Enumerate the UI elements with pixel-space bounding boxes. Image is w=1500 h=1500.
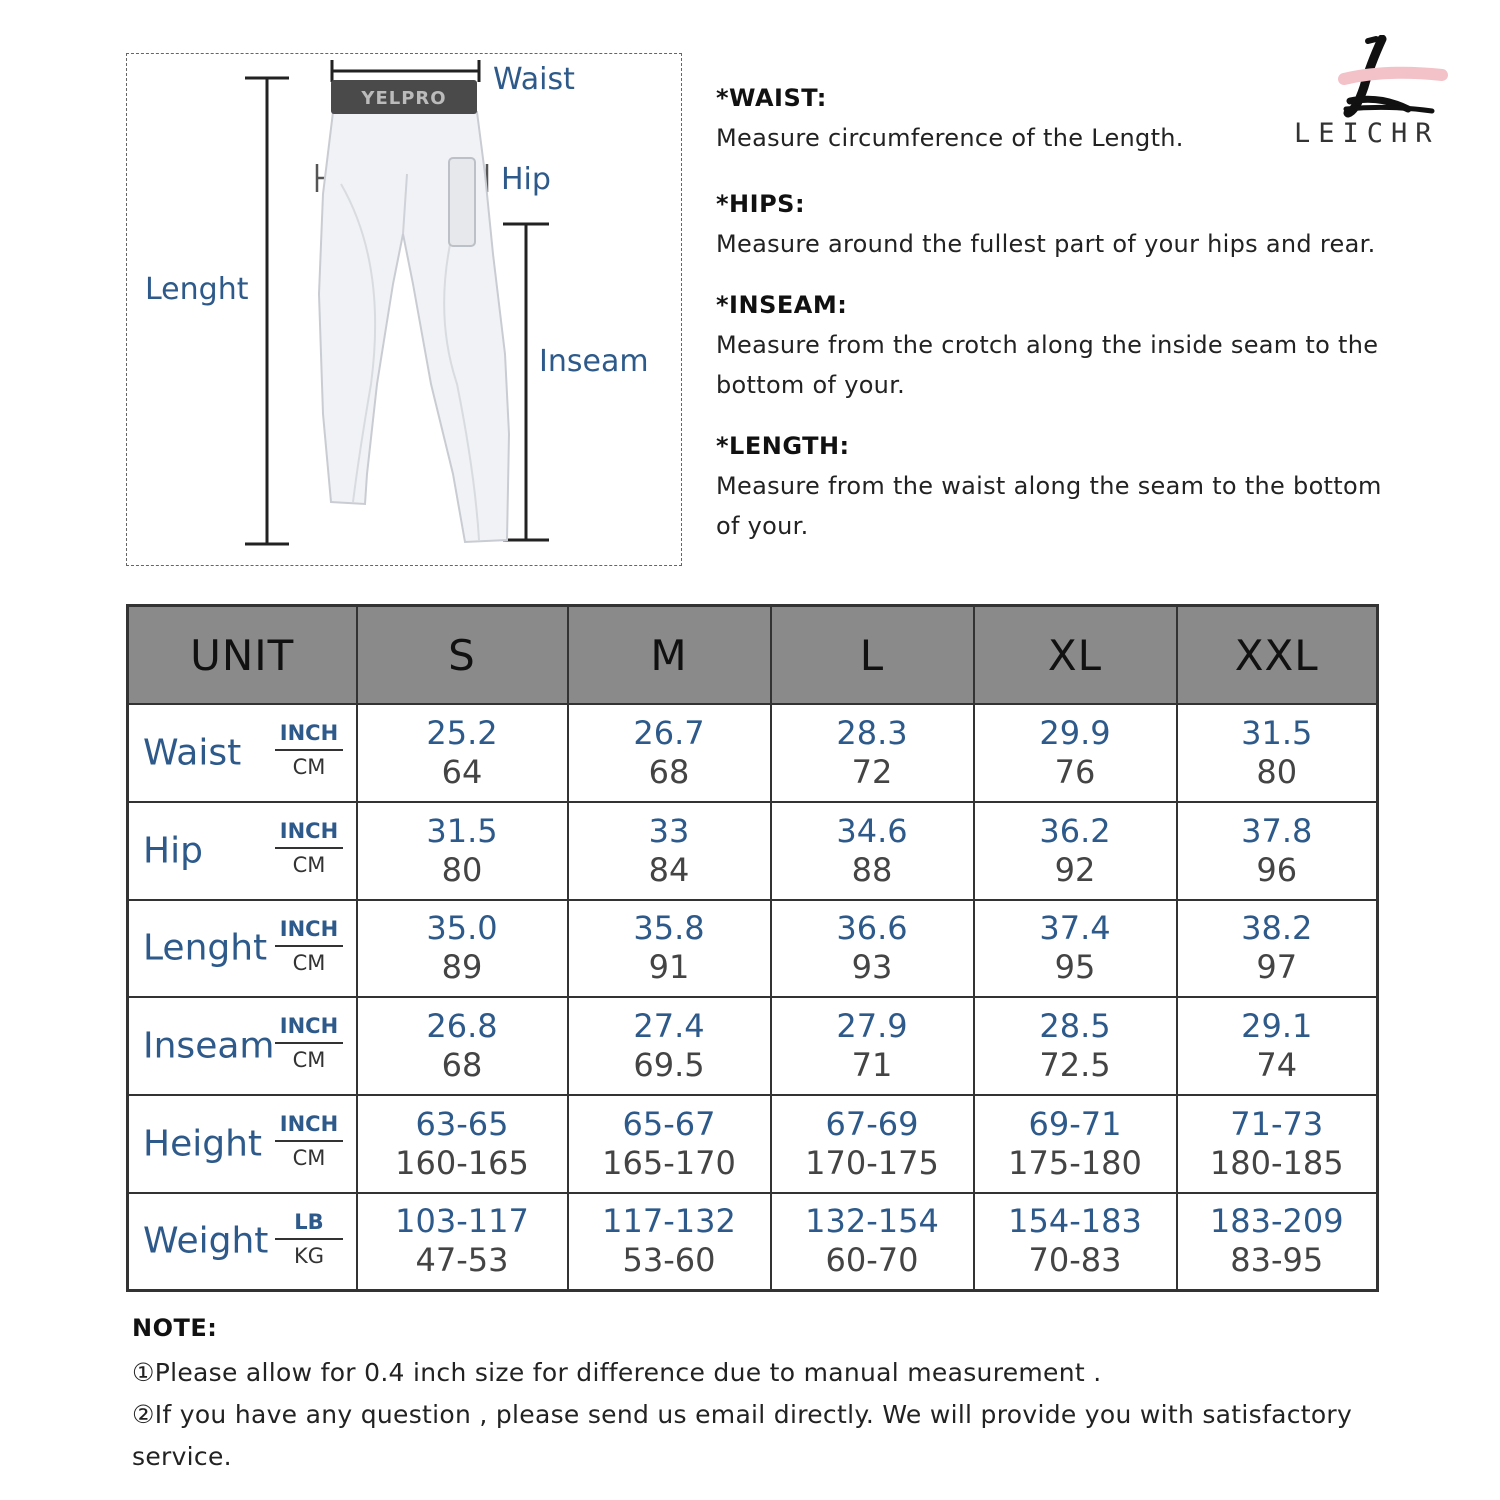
value-primary: 29.9 (1039, 713, 1111, 752)
table-cell (974, 900, 1177, 998)
waist-measure-line (332, 60, 479, 82)
unit-top: INCH (275, 1108, 343, 1142)
value-primary: 36.2 (1039, 811, 1111, 850)
value-secondary: 72 (851, 752, 893, 791)
value-primary: 154-183 (1008, 1202, 1142, 1241)
table-cell (568, 1095, 771, 1193)
value-primary: 63-65 (415, 1104, 509, 1143)
value-primary: 28.5 (1039, 1007, 1111, 1046)
row-label: Inseam (143, 1025, 275, 1067)
value-primary: 69-71 (1028, 1104, 1122, 1143)
value-primary: 35.0 (426, 909, 498, 948)
column-header: UNIT (128, 606, 357, 705)
notes-section (132, 1314, 1402, 1478)
unit-top: INCH (275, 1010, 343, 1044)
table-cell (771, 900, 974, 998)
value-primary: 27.4 (633, 1007, 705, 1046)
table-header-row (128, 606, 1378, 705)
column-header: XL (974, 606, 1177, 705)
row-header-cell (128, 900, 357, 998)
unit-top: INCH (275, 717, 343, 751)
value-secondary: 165-170 (602, 1143, 736, 1182)
unit-bottom: CM (292, 950, 326, 975)
table-row (128, 1095, 1378, 1193)
table-cell (568, 802, 771, 900)
instruction-heading: *WAIST: (716, 84, 827, 112)
value-secondary: 89 (441, 948, 483, 987)
row-header-cell (128, 802, 357, 900)
table-cell (1177, 1095, 1378, 1193)
value-secondary: 97 (1256, 948, 1298, 987)
instruction-text: Measure from the waist along the seam to the bottom of your. (716, 472, 1382, 540)
value-primary: 67-69 (825, 1104, 919, 1143)
notes-heading: NOTE: (132, 1314, 218, 1342)
value-primary: 26.8 (426, 1007, 498, 1046)
value-secondary: 72.5 (1039, 1046, 1111, 1085)
table-cell (974, 802, 1177, 900)
table-cell (357, 802, 568, 900)
value-secondary: 74 (1256, 1046, 1298, 1085)
table-row (128, 802, 1378, 900)
unit-indicator (275, 913, 343, 979)
row-header-cell (128, 704, 357, 802)
column-header: XXL (1177, 606, 1378, 705)
value-secondary: 160-165 (395, 1143, 529, 1182)
value-secondary: 70-83 (1028, 1241, 1122, 1280)
instruction-text: Measure from the crotch along the inside seam to the bottom of your. (716, 331, 1379, 399)
value-secondary: 170-175 (805, 1143, 939, 1182)
row-label: Height (143, 1123, 263, 1165)
table-cell (357, 704, 568, 802)
table-row (128, 704, 1378, 802)
note-line: ②If you have any question , please send us email directly. We will provide you with satisfactory service. (132, 1400, 1353, 1471)
table-cell (771, 1193, 974, 1291)
table-cell (771, 802, 974, 900)
value-secondary: 91 (648, 948, 690, 987)
table-cell (974, 1095, 1177, 1193)
unit-indicator (275, 1206, 343, 1272)
unit-indicator (275, 1108, 343, 1174)
value-primary: 25.2 (426, 713, 498, 752)
value-primary: 33 (648, 811, 690, 850)
value-secondary: 68 (648, 752, 690, 791)
value-secondary: 88 (851, 850, 893, 889)
column-header: L (771, 606, 974, 705)
brand-name: LEICHR (1294, 118, 1440, 149)
value-primary: 37.8 (1241, 811, 1313, 850)
value-primary: 28.3 (836, 713, 908, 752)
row-label: Waist (143, 732, 242, 774)
row-header-cell (128, 1193, 357, 1291)
length-label: Lenght (145, 272, 249, 307)
value-secondary: 92 (1054, 850, 1096, 889)
value-primary: 31.5 (426, 811, 498, 850)
table-cell (357, 1193, 568, 1291)
unit-indicator (275, 1010, 343, 1076)
value-primary: 103-117 (395, 1202, 529, 1241)
value-secondary: 180-185 (1209, 1143, 1344, 1182)
value-primary: 34.6 (836, 811, 908, 850)
table-cell (1177, 997, 1378, 1095)
value-primary: 35.8 (633, 909, 705, 948)
size-chart-table (126, 604, 1379, 1292)
waist-label: Waist (493, 62, 575, 97)
column-header: M (568, 606, 771, 705)
value-primary: 27.9 (836, 1007, 908, 1046)
value-secondary: 80 (1256, 752, 1298, 791)
table-cell (1177, 900, 1378, 998)
table-row (128, 1193, 1378, 1291)
column-header: S (357, 606, 568, 705)
table-cell (568, 704, 771, 802)
value-secondary: 84 (648, 850, 690, 889)
value-secondary: 60-70 (825, 1241, 919, 1280)
value-secondary: 64 (441, 752, 483, 791)
instruction-hips (716, 190, 1406, 264)
svg-text:YELPRO: YELPRO (361, 88, 447, 109)
note-line: ①Please allow for 0.4 inch size for difference due to manual measurement . (132, 1358, 1102, 1387)
leggings-illustration (127, 54, 683, 567)
value-primary: 132-154 (805, 1202, 939, 1241)
row-header-cell (128, 1095, 357, 1193)
value-secondary: 93 (851, 948, 893, 987)
unit-bottom: CM (292, 1048, 326, 1073)
value-primary: 117-132 (602, 1202, 736, 1241)
value-secondary: 71 (851, 1046, 893, 1085)
value-primary: 26.7 (633, 713, 705, 752)
value-primary: 37.4 (1039, 909, 1111, 948)
table-cell (974, 997, 1177, 1095)
value-primary: 36.6 (836, 909, 908, 948)
value-primary: 183-209 (1209, 1202, 1344, 1241)
value-secondary: 95 (1054, 948, 1096, 987)
instruction-length (716, 432, 1406, 546)
instruction-heading: *LENGTH: (716, 432, 850, 460)
table-cell (568, 900, 771, 998)
value-secondary: 83-95 (1230, 1241, 1324, 1280)
table-cell (974, 1193, 1177, 1291)
value-secondary: 47-53 (415, 1241, 509, 1280)
row-header-cell (128, 997, 357, 1095)
measurement-diagram (126, 53, 682, 566)
value-secondary: 76 (1054, 752, 1096, 791)
unit-bottom: CM (292, 852, 326, 877)
inseam-measure-line (503, 224, 549, 540)
unit-top: LB (275, 1206, 343, 1240)
inseam-label: Inseam (539, 344, 649, 379)
table-cell (771, 997, 974, 1095)
value-secondary: 53-60 (622, 1241, 716, 1280)
table-cell (1177, 704, 1378, 802)
table-row (128, 900, 1378, 998)
unit-top: INCH (275, 815, 343, 849)
instruction-heading: *INSEAM: (716, 291, 848, 319)
unit-indicator (275, 815, 343, 881)
value-secondary: 175-180 (1008, 1143, 1142, 1182)
value-primary: 29.1 (1241, 1007, 1313, 1046)
table-row (128, 997, 1378, 1095)
hip-label: Hip (501, 162, 551, 197)
row-label: Lenght (143, 927, 268, 969)
table-cell (357, 900, 568, 998)
row-label: Hip (143, 830, 203, 872)
table-cell (568, 997, 771, 1095)
instruction-text: Measure circumference of the Length. (716, 124, 1184, 152)
unit-bottom: CM (292, 755, 326, 779)
value-secondary: 69.5 (633, 1046, 705, 1085)
table-cell (1177, 802, 1378, 900)
value-secondary: 68 (441, 1046, 483, 1085)
instruction-text: Measure around the fullest part of your hips and rear. (716, 230, 1376, 258)
value-secondary: 96 (1256, 850, 1298, 889)
table-cell (1177, 1193, 1378, 1291)
unit-bottom: CM (292, 1146, 326, 1170)
unit-top: INCH (275, 913, 343, 947)
table-cell (771, 1095, 974, 1193)
value-primary: 65-67 (622, 1104, 716, 1143)
row-label: Weight (143, 1220, 269, 1262)
table-cell (974, 704, 1177, 802)
instruction-waist (716, 84, 1406, 158)
value-primary: 71-73 (1230, 1104, 1324, 1143)
instruction-heading: *HIPS: (716, 190, 806, 218)
table-cell (568, 1193, 771, 1291)
length-measure-line (245, 78, 289, 544)
value-primary: 38.2 (1241, 909, 1313, 948)
table-cell (357, 1095, 568, 1193)
table-cell (771, 704, 974, 802)
value-primary: 31.5 (1241, 713, 1313, 752)
instruction-inseam (716, 291, 1406, 405)
table-cell (357, 997, 568, 1095)
value-secondary: 80 (441, 850, 483, 889)
unit-indicator (275, 717, 343, 783)
unit-bottom: KG (293, 1243, 325, 1268)
